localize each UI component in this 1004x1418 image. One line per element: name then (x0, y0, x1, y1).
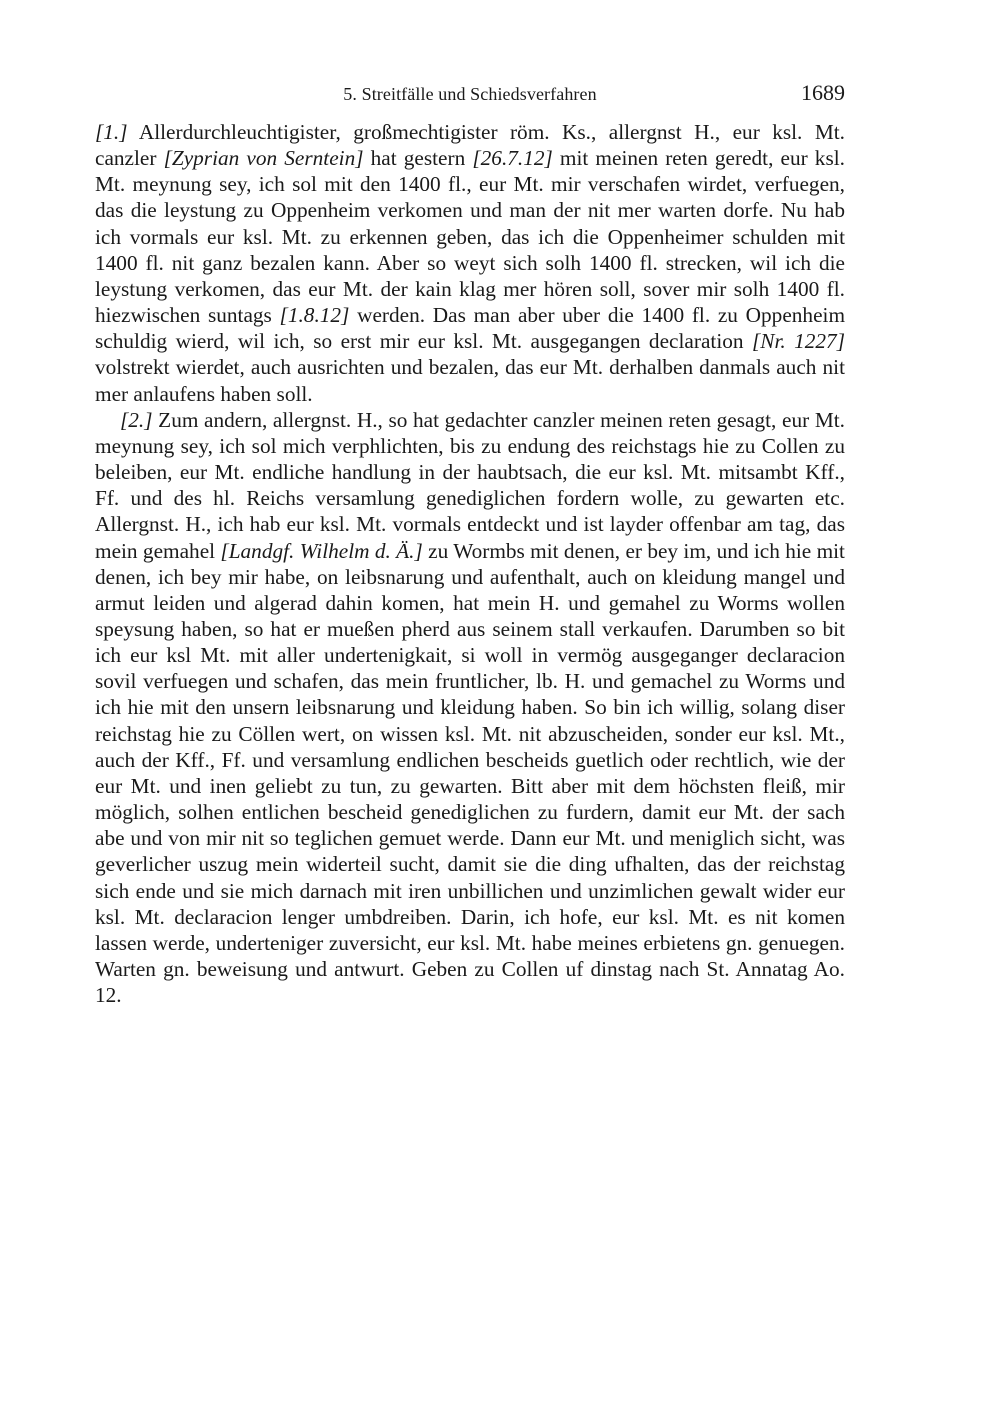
editorial-note: [Zyprian von Serntein] (163, 146, 364, 171)
body-text (95, 119, 845, 1008)
text-run: hat gestern (363, 146, 473, 171)
text-run: Zum andern, allergnst. H., so hat gedachter canzler meinen reten gesagt, eur Mt. meynung sey, ich sol mich verphlichten, bis zu endung des reichstags hie zu Collen zu beleiben, eur Mt. endliche handlung in der haubtsach, die eur ksl. Mt. mitsambt Kff., Ff. und des hl. Reichs versamlung genediglichen fordern wolle, zu gewarten etc. Allergnst. H., ich hab eur ksl. Mt. vormals entdeckt und ist layder offenbar am tag, das mein gemahel (95, 407, 845, 563)
paragraph-2 (95, 407, 845, 1009)
editorial-note: [Landgf. Wilhelm d. Ä.] (220, 538, 423, 563)
text-run: Allerdurchleuchtigister, großmechtigister röm. Ks., allergnst H., eur ksl. Mt. canzler (95, 120, 845, 171)
text-run: volstrekt wierdet, auch ausrichten und bezalen, das eur Mt. derhalben danmals auch nit mer anlaufens haben soll. (95, 355, 845, 406)
editorial-date: [1.8.12] (279, 303, 350, 328)
running-head (95, 80, 845, 106)
paragraph-1 (95, 119, 845, 407)
running-title: 5. Streitfälle und Schiedsverfahren (343, 84, 597, 104)
text-run: werden. Das man aber uber die 1400 fl. zu Oppenheim schuldig wierd, wil ich, so erst mir eur ksl. Mt. ausgegangen declaration (95, 303, 846, 354)
text-run: zu Wormbs mit denen, er bey im, und ich hie mit denen, ich bey mir habe, on leibsnarung und aufenthalt, auch on kleidung mangel und armut leiden und algerad dahin komen, hat mein H. und gemahel zu Worms wollen speysung haben, so hat er mueßen pherd aus seinem stall verkaufen. Darumben so bit ich eur ksl Mt. mit aller undertenigkait, si woll in vermög ausgeganger declaracion sovil verfuegen und schafen, das mein fruntlicher, lb. H. und gemachel zu Worms und ich hie mit den unsern leibsnarung und kleidung haben. So bin ich willig, solang diser reichstag hie zu Cöllen wert, on wissen ksl. Mt. nit abzuscheiden, sonder eur ksl. Mt., auch der Kff., Ff. und versamlung endlichen bescheids guetlich oder rechtlich, wie der eur Mt. und inen geliebt zu tun, zu gewarten. Bitt aber mit dem höchsten fleiß, mir möglich, solhen entlichen bescheid genediglichen zu furdern, damit eur Mt. der sach abe und von mir nit so teglichen gemuet werde. Dann eur Mt. und meniglich sicht, was geverlicher uszug mein widerteil sucht, damit sie die ding ufhalten, das der reichstag sich ende und sie mich darnach mit iren unbillichen und unzimlichen gewalt wider eur ksl. Mt. declaracion lenger umbdreiben. Darin, ich hofe, eur ksl. Mt. es nit komen lassen werde, underteniger zuversicht, eur ksl. Mt. habe meines erbietens gn. genuegen. Warten gn. beweisung und antwurt. Geben zu Collen uf dinstag nach St. Annatag Ao. 12. (95, 538, 845, 1008)
paragraph-number: [2.] (120, 407, 153, 432)
editorial-reference: [Nr. 1227] (751, 329, 845, 354)
editorial-date: [26.7.12] (472, 146, 553, 171)
page-number: 1689 (801, 80, 845, 105)
paragraph-number: [1.] (95, 120, 128, 144)
text-run: mit meinen reten geredt, eur ksl. Mt. meynung sey, ich sol mit den 1400 fl., eur Mt. mir verschafen wirdet, verfuegen, das die leystung zu Oppenheim verkomen und man der nit mer warten dorfe. Nu hab ich vormals eur ksl. Mt. zu erkennen geben, das ich die Oppenheimer schulden mit 1400 fl. nit ganz bezalen kann. Aber so weyt sich solh 1400 fl. strecken, wil ich die leystung verkomen, das eur Mt. der kain klag mer hören soll, sover mir solh 1400 fl. hiezwischen suntags (95, 146, 845, 328)
